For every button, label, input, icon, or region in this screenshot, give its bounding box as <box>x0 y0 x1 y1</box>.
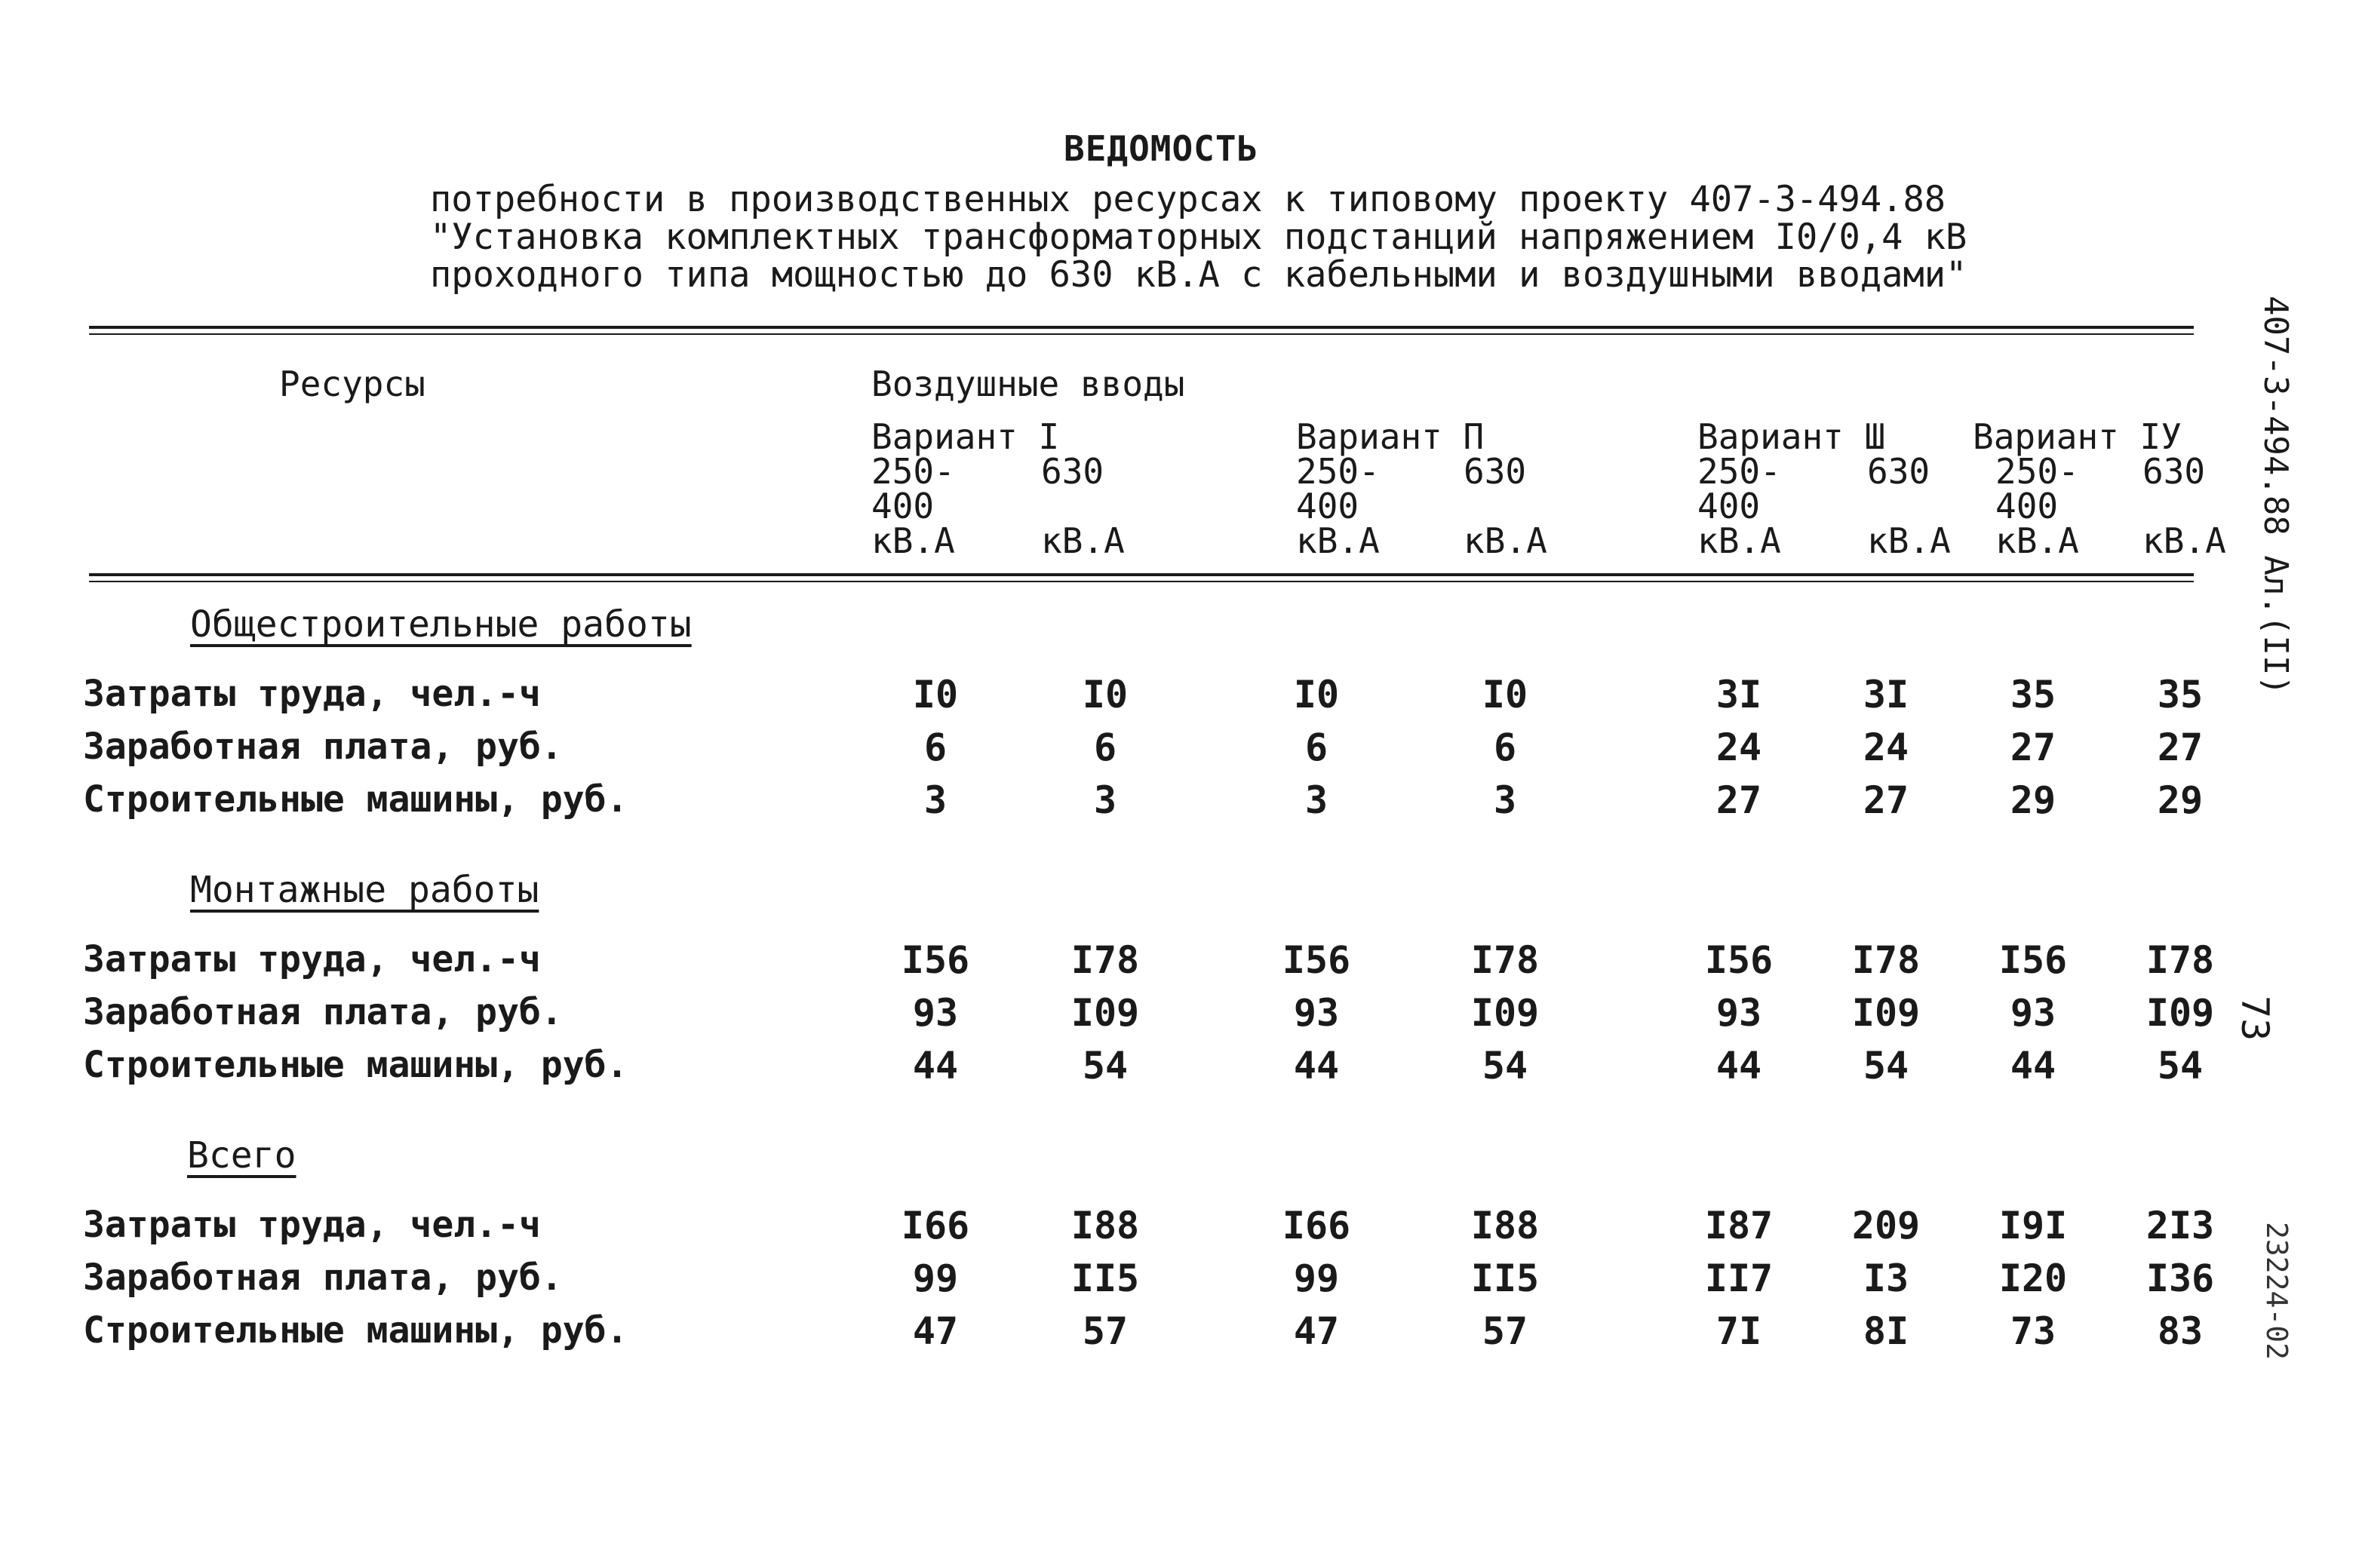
header-rule <box>89 573 2194 576</box>
section-title-installation: Монтажные работы <box>190 869 539 911</box>
table-cell: 6 <box>923 726 948 769</box>
row-label: Строительные машины, руб. <box>83 1309 628 1352</box>
table-cell: 44 <box>1293 1044 1340 1088</box>
table-cell: 209 <box>1851 1204 1921 1247</box>
row-label: Затраты труда, чел.-ч <box>83 1204 541 1246</box>
table-cell: 99 <box>912 1257 959 1300</box>
table-cell: 44 <box>912 1044 959 1088</box>
header-group: Воздушные вводы <box>871 364 1185 404</box>
header-col-5: 250- 400 кВ.А <box>1697 451 1781 561</box>
table-cell: I56 <box>1704 938 1774 982</box>
table-cell: I0 <box>912 673 959 716</box>
header-variant-4: Вариант IУ <box>1973 416 2182 457</box>
header-col-8: 630 кВ.А <box>2142 451 2226 561</box>
table-cell: 57 <box>1482 1309 1528 1353</box>
table-cell: II7 <box>1704 1257 1774 1300</box>
table-cell: 3 <box>1493 778 1517 822</box>
table-cell: 27 <box>1715 778 1762 822</box>
table-cell: 3I <box>1863 673 1909 716</box>
header-col-7: 250- 400 кВ.А <box>1995 451 2079 561</box>
row-label: Заработная плата, руб. <box>83 726 563 768</box>
table-cell: I0 <box>1482 673 1528 716</box>
table-cell: I0 <box>1082 673 1129 716</box>
table-cell: I0 <box>1293 673 1340 716</box>
table-cell: I78 <box>1070 938 1140 982</box>
table-cell: 83 <box>2157 1309 2204 1353</box>
table-cell: 73 <box>2010 1309 2056 1353</box>
table-cell: 29 <box>2157 778 2204 822</box>
table-cell: 54 <box>2157 1044 2204 1088</box>
table-cell: I09 <box>2145 991 2215 1035</box>
table-cell: 93 <box>2010 991 2056 1035</box>
table-cell: I9I <box>1998 1204 2068 1247</box>
top-rule-thin <box>89 333 2194 335</box>
table-cell: I56 <box>1998 938 2068 982</box>
table-cell: 99 <box>1293 1257 1340 1300</box>
table-cell: I56 <box>901 938 970 982</box>
table-cell: 35 <box>2010 673 2056 716</box>
table-cell: 93 <box>1293 991 1340 1035</box>
row-label: Строительные машины, руб. <box>83 1044 628 1086</box>
table-cell: 47 <box>1293 1309 1340 1353</box>
row-label: Заработная плата, руб. <box>83 991 563 1033</box>
table-cell: 54 <box>1082 1044 1129 1088</box>
table-cell: 27 <box>2010 726 2056 769</box>
table-cell: 6 <box>1493 726 1517 769</box>
table-cell: II5 <box>1070 1257 1140 1300</box>
header-col-3: 250- 400 кВ.А <box>1296 451 1380 561</box>
table-cell: I09 <box>1070 991 1140 1035</box>
table-cell: 7I <box>1715 1309 1762 1353</box>
table-cell: 3 <box>1093 778 1117 822</box>
document-title: ВЕДОМОСТЬ <box>1064 128 1259 169</box>
subtitle-line-3: проходного типа мощностью до 630 кВ.А с кабельными и воздушными вводами" <box>430 254 1967 296</box>
header-variant-2: Вариант П <box>1296 416 1485 457</box>
table-cell: 24 <box>1715 726 1762 769</box>
header-col-6: 630 кВ.А <box>1867 451 1951 561</box>
table-cell: I88 <box>1070 1204 1140 1247</box>
side-document-code: 407-3-494.88 Ал.(II) <box>2256 296 2295 695</box>
table-cell: I09 <box>1470 991 1540 1035</box>
table-cell: 93 <box>1715 991 1762 1035</box>
table-cell: 3 <box>1304 778 1328 822</box>
table-cell: 6 <box>1093 726 1117 769</box>
page-number: 73 <box>2233 996 2277 1042</box>
table-cell: 44 <box>2010 1044 2056 1088</box>
table-cell: 35 <box>2157 673 2204 716</box>
table-cell: I66 <box>1282 1204 1351 1247</box>
subtitle-line-1: потребности в производственных ресурсах к типовому проекту 407-3-494.88 <box>430 179 1946 220</box>
table-cell: 3I <box>1715 673 1762 716</box>
table-cell: 24 <box>1863 726 1909 769</box>
row-label: Затраты труда, чел.-ч <box>83 938 541 980</box>
table-cell: I78 <box>1851 938 1921 982</box>
table-cell: I36 <box>2145 1257 2215 1300</box>
table-cell: 27 <box>1863 778 1909 822</box>
table-cell: I66 <box>901 1204 970 1247</box>
row-label: Заработная плата, руб. <box>83 1257 563 1299</box>
section-title-total: Всего <box>187 1134 296 1177</box>
top-rule <box>89 326 2194 329</box>
table-cell: 2I3 <box>2145 1204 2215 1247</box>
table-cell: I20 <box>1998 1257 2068 1300</box>
table-cell: I3 <box>1863 1257 1909 1300</box>
header-col-1: 250- 400 кВ.А <box>871 451 955 561</box>
table-cell: 3 <box>923 778 948 822</box>
table-cell: I87 <box>1704 1204 1774 1247</box>
subtitle-line-2: "Установка комплектных трансформаторных подстанций напряжением I0/0,4 кВ <box>430 216 1967 258</box>
header-resources: Ресурсы <box>279 364 425 404</box>
table-cell: 6 <box>1304 726 1328 769</box>
table-cell: 54 <box>1863 1044 1909 1088</box>
table-cell: I78 <box>2145 938 2215 982</box>
table-cell: I88 <box>1470 1204 1540 1247</box>
table-cell: 8I <box>1863 1309 1909 1353</box>
header-variant-1: Вариант I <box>871 416 1060 457</box>
header-variant-3: Вариант Ш <box>1697 416 1886 457</box>
section-title-general: Общестроительные работы <box>190 603 692 646</box>
table-cell: I78 <box>1470 938 1540 982</box>
inventory-number: 23224-02 <box>2260 1222 2293 1361</box>
table-cell: 27 <box>2157 726 2204 769</box>
table-cell: 29 <box>2010 778 2056 822</box>
table-cell: 57 <box>1082 1309 1129 1353</box>
row-label: Строительные машины, руб. <box>83 778 628 821</box>
table-cell: I56 <box>1282 938 1351 982</box>
table-cell: 93 <box>912 991 959 1035</box>
header-rule-thin <box>89 581 2194 582</box>
table-cell: I09 <box>1851 991 1921 1035</box>
header-col-4: 630 кВ.А <box>1464 451 1547 561</box>
table-cell: 54 <box>1482 1044 1528 1088</box>
header-col-2: 630 кВ.А <box>1041 451 1125 561</box>
table-cell: 44 <box>1715 1044 1762 1088</box>
table-cell: 47 <box>912 1309 959 1353</box>
row-label: Затраты труда, чел.-ч <box>83 673 541 715</box>
table-cell: II5 <box>1470 1257 1540 1300</box>
